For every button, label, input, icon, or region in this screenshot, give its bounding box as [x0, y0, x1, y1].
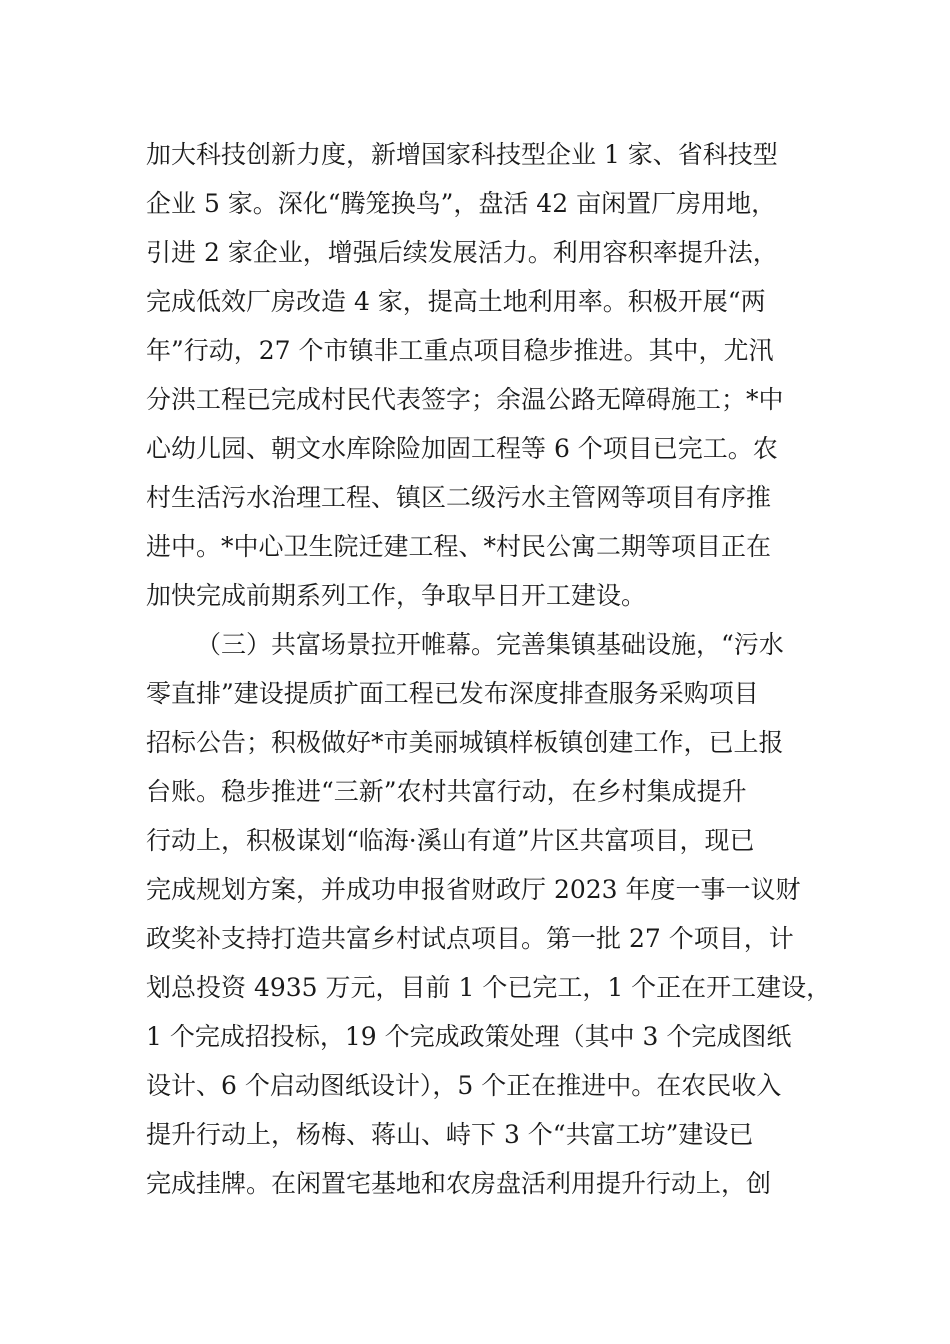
text-line: 零直排”建设提质扩面工程已发布深度排查服务采购项目 — [146, 679, 759, 708]
text-line: 划总投资 4935 万元，目前 1 个已完工，1 个正在开工建设， — [146, 973, 832, 1002]
text-line: 心幼儿园、朝文水库除险加固工程等 6 个项目已完工。农 — [146, 434, 778, 463]
text-line: 加快完成前期系列工作，争取早日开工建设。 — [146, 581, 647, 610]
text-line: 村生活污水治理工程、镇区二级污水主管网等项目有序推 — [146, 483, 772, 512]
text-line: 企业 5 家。深化“腾笼换鸟”，盘活 42 亩闲置厂房用地， — [146, 189, 777, 218]
text-line: 引进 2 家企业，增强后续发展活力。利用容积率提升法， — [146, 238, 778, 267]
text-line: 1 个完成招投标，19 个完成政策处理（其中 3 个完成图纸 — [146, 1022, 792, 1051]
text-line: 进中。*中心卫生院迁建工程、*村民公寓二期等项目正在 — [146, 532, 772, 561]
text-line: 分洪工程已完成村民代表签字；余温公路无障碍施工；*中 — [146, 385, 784, 414]
text-line: 加大科技创新力度，新增国家科技型企业 1 家、省科技型 — [146, 140, 778, 169]
text-line: 行动上，积极谋划“临海·溪山有道”片区共富项目，现已 — [146, 826, 755, 855]
text-line: 提升行动上，杨梅、蒋山、峙下 3 个“共富工坊”建设已 — [146, 1120, 754, 1149]
section-heading-line: （三）共富场景拉开帷幕。完善集镇基础设施，“污水 — [196, 630, 784, 659]
text-line: 设计、6 个启动图纸设计），5 个正在推进中。在农民收入 — [146, 1071, 782, 1100]
text-line: 台账。稳步推进“三新”农村共富行动，在乡村集成提升 — [146, 777, 747, 806]
text-line: 年”行动，27 个市镇非工重点项目稳步推进。其中，尤汛 — [146, 336, 774, 365]
text-line: 完成低效厂房改造 4 家，提高土地利用率。积极开展“两 — [146, 287, 766, 316]
text-line: 完成挂牌。在闲置宅基地和农房盘活利用提升行动上，创 — [146, 1169, 772, 1198]
text-line: 完成规划方案，并成功申报省财政厅 2023 年度一事一议财 — [146, 875, 801, 904]
text-line: 招标公告；积极做好*市美丽城镇样板镇创建工作，已上报 — [146, 728, 784, 757]
text-line: 政奖补支持打造共富乡村试点项目。第一批 27 个项目，计 — [146, 924, 794, 953]
body-text — [146, 130, 836, 1208]
